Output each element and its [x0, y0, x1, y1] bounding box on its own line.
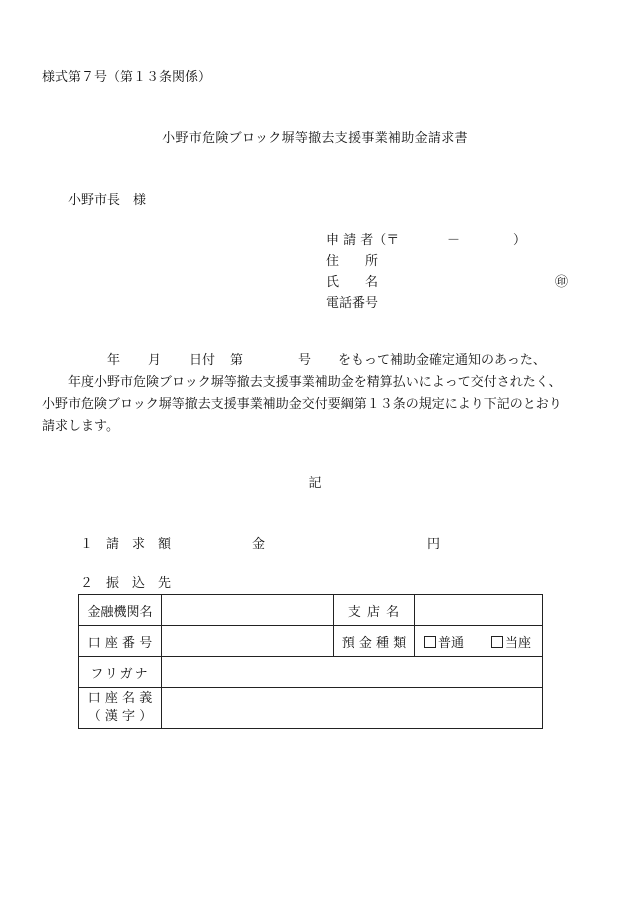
year-label: 年: [107, 353, 121, 368]
deposit-type-label: 預 金 種 類: [334, 626, 415, 657]
account-holder-label: [79, 688, 162, 729]
postal-dash: －: [447, 233, 461, 248]
futsu-label: 普通: [438, 635, 465, 651]
account-holder-value-cell[interactable]: [162, 688, 543, 729]
request-amount-kin: 金: [252, 537, 266, 552]
applicant-row: [326, 233, 586, 254]
table-row: [79, 626, 543, 657]
request-amount-yen: 円: [427, 537, 441, 552]
address-row: [326, 254, 586, 275]
name-label: 氏 名: [326, 275, 379, 290]
institution-label: 金融機関名: [79, 595, 162, 626]
ki-heading: 記: [308, 476, 322, 491]
seal-mark: ㊞: [555, 275, 569, 290]
month-label: 月: [148, 353, 162, 368]
account-number-value-cell[interactable]: [162, 626, 334, 657]
body-line-4: 請求します。: [42, 419, 119, 434]
branch-value-cell[interactable]: [415, 595, 543, 626]
deposit-type-options: [415, 626, 543, 657]
body-line-3: 小野市危険ブロック塀等撤去支援事業補助金交付要綱第１３条の規定により下記のとおり: [42, 397, 562, 412]
addressee: 小野市長 様: [68, 193, 147, 208]
bank-account-table: [78, 594, 543, 729]
name-row: [326, 275, 586, 296]
form-number: 様式第７号（第１３条関係）: [42, 70, 212, 85]
account-holder-label-line-2: （ 漢 字 ）: [87, 709, 153, 724]
dai-label: 第: [230, 353, 244, 368]
furigana-value-cell[interactable]: [162, 657, 543, 688]
day-label: 日付: [189, 353, 216, 368]
table-row: [79, 657, 543, 688]
address-label: 住 所: [326, 254, 379, 269]
go-label: 号: [298, 353, 312, 368]
transfer-destination-label: ２ 振 込 先: [80, 576, 172, 591]
postal-paren-close: ）: [513, 233, 527, 248]
institution-value-cell[interactable]: [162, 595, 334, 626]
toza-checkbox[interactable]: [491, 636, 503, 648]
request-amount-label: １ 請 求 額: [80, 537, 172, 552]
furigana-label: フリガナ: [79, 657, 162, 688]
applicant-label: 申 請 者（〒: [326, 233, 400, 248]
body-line-2: 年度小野市危険ブロック塀等撤去支援事業補助金を精算払いによって交付されたく、: [68, 375, 562, 390]
toza-label: 当座: [505, 635, 532, 651]
account-holder-label-line-1: 口 座 名 義: [87, 691, 153, 706]
table-row: [79, 595, 543, 626]
futsu-checkbox[interactable]: [424, 636, 436, 648]
document-title: 小野市危険ブロック塀等撤去支援事業補助金請求書: [162, 131, 468, 146]
table-row: [79, 688, 543, 729]
applicant-block: [326, 233, 586, 317]
body-line-1-rest: をもって補助金確定通知のあった、: [338, 353, 546, 368]
phone-row: [326, 296, 586, 317]
branch-label: 支 店 名: [334, 595, 415, 626]
phone-label: 電話番号: [326, 296, 379, 311]
account-number-label: 口 座 番 号: [79, 626, 162, 657]
